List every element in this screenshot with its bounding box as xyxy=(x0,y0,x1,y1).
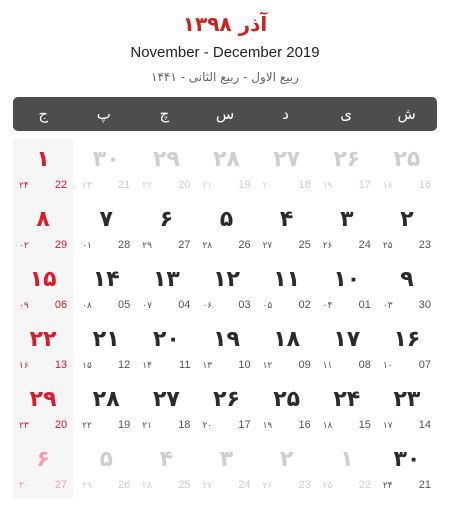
hijri-day: ۱۱ xyxy=(322,361,333,371)
hijri-day: ۰۶ xyxy=(202,301,213,311)
calendar-day[interactable] xyxy=(257,379,317,439)
gregorian-day: 22 xyxy=(54,179,68,191)
calendar-day[interactable] xyxy=(136,379,196,439)
hijri-day: ۲۲ xyxy=(142,181,152,191)
calendar-day-holiday[interactable] xyxy=(13,319,73,379)
calendar-day[interactable] xyxy=(76,439,136,499)
day-number: ۱۱ xyxy=(273,267,301,292)
weekday-label: ش xyxy=(397,105,416,123)
hijri-day: ۱۸ xyxy=(322,421,333,431)
calendar-day[interactable] xyxy=(377,439,437,499)
hijri-day: ۱۹ xyxy=(322,181,333,191)
gregorian-day: 12 xyxy=(118,359,131,371)
hijri-day: ۲۶ xyxy=(322,241,333,251)
day-number: ۷ xyxy=(99,207,113,232)
day-number: ۲۶ xyxy=(213,387,240,412)
hijri-day: ۲۲ xyxy=(82,421,92,431)
day-number: ۸ xyxy=(36,207,50,232)
gregorian-day: 27 xyxy=(178,239,191,251)
day-number: ۱ xyxy=(340,447,354,472)
hijri-day: ۲۴ xyxy=(19,181,29,191)
hijri-day: ۲۳ xyxy=(82,181,92,191)
hijri-day: ۰۷ xyxy=(142,301,152,311)
calendar-day[interactable] xyxy=(257,139,317,199)
gregorian-day: 22 xyxy=(358,479,371,491)
day-number: ۲۵ xyxy=(273,387,301,412)
gregorian-day: 19 xyxy=(118,419,131,431)
calendar-day[interactable] xyxy=(377,139,437,199)
day-number: ۲ xyxy=(400,207,414,232)
calendar-week-row xyxy=(13,139,437,199)
weekday-label: ج xyxy=(38,105,49,123)
gregorian-day: 09 xyxy=(298,359,311,371)
day-number: ۱۵ xyxy=(29,267,57,292)
calendar-day[interactable] xyxy=(196,379,256,439)
calendar-day[interactable] xyxy=(196,319,256,379)
day-number: ۳۰ xyxy=(92,147,120,172)
day-number: ۲۷ xyxy=(152,387,180,412)
gregorian-day: 25 xyxy=(178,479,191,491)
gregorian-day: 10 xyxy=(238,359,251,371)
gregorian-day: 20 xyxy=(178,179,191,191)
calendar-day[interactable] xyxy=(317,439,377,499)
day-number: ۲ xyxy=(279,447,294,472)
gregorian-day: 21 xyxy=(418,479,431,491)
calendar-day[interactable] xyxy=(317,379,377,439)
weekday-label: ی xyxy=(340,105,352,123)
gregorian-day: 15 xyxy=(358,419,371,431)
hijri-day: ۲۵ xyxy=(382,241,393,251)
gregorian-day: 26 xyxy=(118,479,131,491)
gregorian-day: 23 xyxy=(298,479,311,491)
hijri-day: ۰۵ xyxy=(262,301,273,311)
gregorian-day: 03 xyxy=(238,299,251,311)
gregorian-day: 16 xyxy=(418,179,431,191)
calendar-day[interactable] xyxy=(136,139,196,199)
hijri-day: ۱۲ xyxy=(262,361,273,371)
calendar-week-row xyxy=(13,259,437,319)
day-number: ۹ xyxy=(400,267,414,292)
hijri-day: ۲۰ xyxy=(202,421,213,431)
day-number: ۱۴ xyxy=(92,267,120,292)
gregorian-day: 11 xyxy=(179,359,191,371)
day-number: ۳ xyxy=(340,207,354,232)
gregorian-day: 18 xyxy=(178,419,191,431)
day-number: ۲۴ xyxy=(333,387,361,412)
weekday-label: پ xyxy=(96,105,111,123)
day-number: ۱ xyxy=(36,147,50,172)
day-number: ۲۱ xyxy=(92,327,120,352)
hijri-day: ۲۶ xyxy=(262,481,273,491)
gregorian-day: 17 xyxy=(238,419,251,431)
calendar-day[interactable] xyxy=(76,319,136,379)
gregorian-day: 14 xyxy=(418,419,431,431)
calendar-week-row xyxy=(13,379,437,439)
gregorian-day: 26 xyxy=(238,239,251,251)
calendar-day[interactable] xyxy=(377,259,437,319)
gregorian-day: 23 xyxy=(418,239,431,251)
calendar-day[interactable] xyxy=(257,439,317,499)
calendar-day[interactable] xyxy=(76,199,136,259)
hijri-day: ۱۹ xyxy=(262,421,273,431)
calendar-day[interactable] xyxy=(317,139,377,199)
calendar-day[interactable] xyxy=(317,199,377,259)
gregorian-day: 28 xyxy=(118,239,131,251)
weekday-label: د xyxy=(282,105,289,123)
calendar-day[interactable] xyxy=(377,199,437,259)
calendar-day[interactable] xyxy=(76,139,136,199)
hijri-day: ۳۰ xyxy=(19,481,29,491)
calendar-week-row xyxy=(13,319,437,379)
weekday-label: س xyxy=(215,105,235,123)
hijri-day: ۰۸ xyxy=(82,301,92,311)
day-number: ۱۶ xyxy=(393,327,421,352)
hijri-day: ۲۷ xyxy=(202,481,213,491)
calendar-day[interactable] xyxy=(377,379,437,439)
day-number: ۵ xyxy=(99,447,113,472)
calendar-day[interactable] xyxy=(317,319,377,379)
gregorian-day: 02 xyxy=(298,299,311,311)
day-number: ۴ xyxy=(279,207,294,232)
day-number: ۲۸ xyxy=(213,147,240,172)
calendar-day[interactable] xyxy=(76,259,136,319)
calendar-day-holiday[interactable] xyxy=(13,139,73,199)
day-number: ۱۲ xyxy=(213,267,240,292)
day-number: ۲۳ xyxy=(393,387,421,412)
gregorian-day: 01 xyxy=(358,299,371,311)
calendar-week-row xyxy=(13,439,437,499)
hijri-day: ۰۲ xyxy=(19,241,29,251)
gregorian-day: 29 xyxy=(54,239,68,251)
hijri-day: ۲۴ xyxy=(382,481,393,491)
hijri-day: ۱۶ xyxy=(19,361,29,371)
gregorian-day: 24 xyxy=(238,479,251,491)
hijri-day: ۲۵ xyxy=(322,481,333,491)
calendar-day[interactable] xyxy=(136,319,196,379)
hijri-day: ۲۰ xyxy=(262,181,273,191)
gregorian-day: 27 xyxy=(54,479,68,491)
day-number: ۲۵ xyxy=(393,147,421,172)
calendar-day[interactable] xyxy=(196,439,256,499)
day-number: ۱۸ xyxy=(273,327,301,352)
gregorian-day: 04 xyxy=(178,299,191,311)
hijri-day: ۰۱ xyxy=(82,241,92,251)
calendar-day[interactable] xyxy=(76,379,136,439)
gregorian-day: 19 xyxy=(238,179,251,191)
hijri-day: ۱۵ xyxy=(82,361,92,371)
hijri-day: ۱۳ xyxy=(202,361,213,371)
day-number: ۴ xyxy=(159,447,174,472)
hijri-range: ربیع الاول - ربیع الثانی - ۱۴۴۱ xyxy=(151,70,299,84)
day-number: ۲۲ xyxy=(29,327,57,352)
day-number: ۲۸ xyxy=(92,387,120,412)
gregorian-day: 06 xyxy=(54,299,68,311)
month-title: آذر ۱۳۹۸ xyxy=(182,12,268,36)
hijri-day: ۲۷ xyxy=(262,241,273,251)
day-number: ۲۷ xyxy=(273,147,301,172)
hijri-day: ۲۹ xyxy=(82,481,92,491)
calendar-day[interactable] xyxy=(136,439,196,499)
calendar-day[interactable] xyxy=(257,259,317,319)
calendar-day[interactable] xyxy=(136,259,196,319)
calendar-day[interactable] xyxy=(317,259,377,319)
day-number: ۲۶ xyxy=(333,147,361,172)
hijri-day: ۲۹ xyxy=(142,241,152,251)
gregorian-day: 05 xyxy=(118,299,131,311)
day-number: ۱۷ xyxy=(333,327,361,352)
day-number: ۳ xyxy=(219,447,234,472)
gregorian-day: 21 xyxy=(118,179,131,191)
calendar-day-holiday[interactable] xyxy=(13,379,73,439)
day-number: ۲۹ xyxy=(29,387,57,412)
calendar-day[interactable] xyxy=(196,199,256,259)
day-number: ۵ xyxy=(219,207,234,232)
gregorian-day: 13 xyxy=(54,359,68,371)
calendar-day[interactable] xyxy=(136,199,196,259)
calendar-day-holiday[interactable] xyxy=(13,199,73,259)
gregorian-day: 08 xyxy=(358,359,371,371)
hijri-day: ۲۱ xyxy=(202,181,213,191)
gregorian-day: 30 xyxy=(418,299,431,311)
gregorian-day: 16 xyxy=(298,419,311,431)
gregorian-day: 20 xyxy=(54,419,68,431)
hijri-day: ۲۸ xyxy=(142,481,152,491)
day-number: ۱۹ xyxy=(213,327,240,352)
hijri-day: ۲۳ xyxy=(19,421,29,431)
hijri-day: ۲۱ xyxy=(142,421,152,431)
calendar-week-row xyxy=(13,199,437,259)
gregorian-range: November - December 2019 xyxy=(130,44,320,61)
hijri-day: ۱۴ xyxy=(142,361,152,371)
hijri-day: ۱۷ xyxy=(382,421,393,431)
hijri-day: ۰۹ xyxy=(19,301,29,311)
gregorian-day: 25 xyxy=(298,239,311,251)
hijri-day: ۲۸ xyxy=(202,241,213,251)
calendar-day[interactable] xyxy=(257,319,317,379)
hijri-day: ۰۴ xyxy=(322,301,333,311)
gregorian-day: 24 xyxy=(358,239,371,251)
gregorian-day: 07 xyxy=(418,359,431,371)
day-number: ۶ xyxy=(36,447,50,472)
day-number: ۲۹ xyxy=(152,147,180,172)
calendar-day[interactable] xyxy=(377,319,437,379)
hijri-day: ۱۸ xyxy=(382,181,393,191)
calendar-day[interactable] xyxy=(196,259,256,319)
calendar-day[interactable] xyxy=(196,139,256,199)
calendar-day[interactable] xyxy=(257,199,317,259)
weekday-label: چ xyxy=(159,105,170,123)
gregorian-day: 18 xyxy=(298,179,311,191)
calendar-grid xyxy=(13,139,437,499)
day-number: ۱۳ xyxy=(152,267,180,292)
hijri-day: ۰۳ xyxy=(382,301,393,311)
weekday-header xyxy=(13,97,437,131)
day-number: ۱۰ xyxy=(333,267,361,292)
hijri-day: ۱۰ xyxy=(382,361,393,371)
calendar-day-holiday[interactable] xyxy=(13,259,73,319)
day-number: ۲۰ xyxy=(152,327,180,352)
day-number: ۶ xyxy=(159,207,174,232)
gregorian-day: 17 xyxy=(358,179,371,191)
calendar-day-holiday[interactable] xyxy=(13,439,73,499)
day-number: ۳۰ xyxy=(393,447,421,472)
